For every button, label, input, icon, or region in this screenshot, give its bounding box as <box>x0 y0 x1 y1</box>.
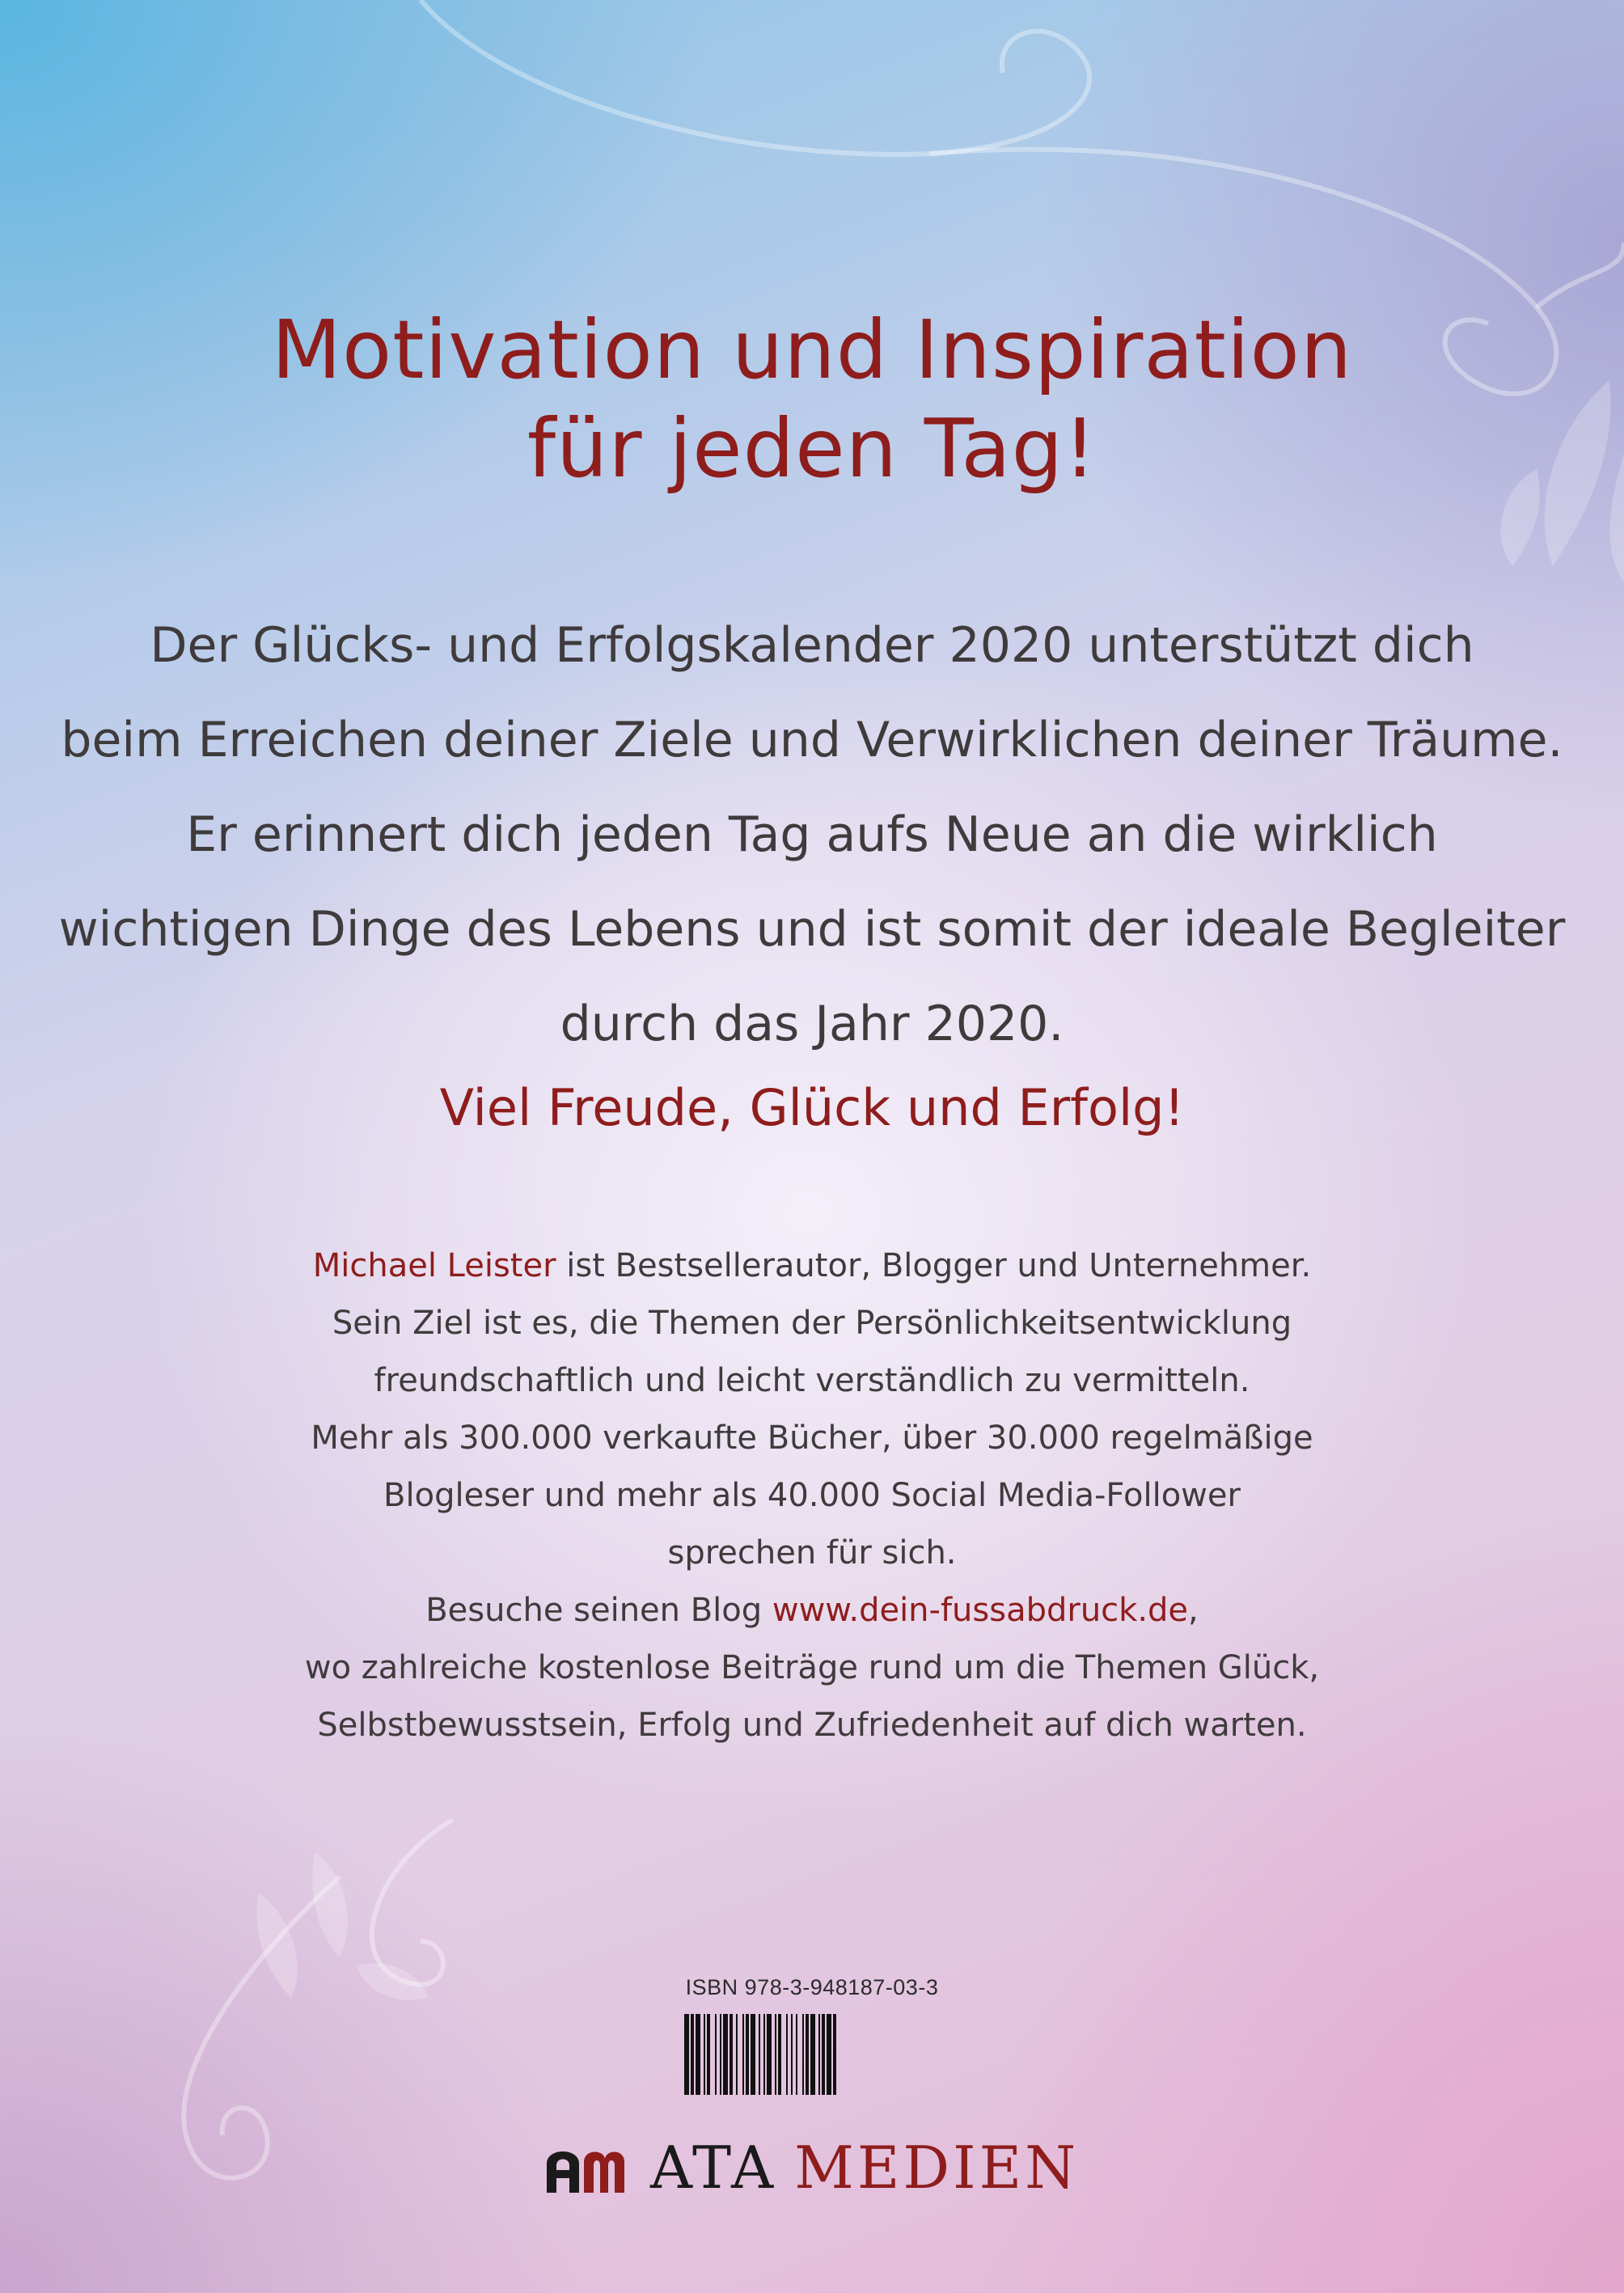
bio-line: freundschaftlich und leicht verständlich zu vermitteln. <box>374 1362 1250 1399</box>
bio-line <box>0 1582 1624 1639</box>
tagline: Viel Freude, Glück und Erfolg! <box>439 1078 1185 1137</box>
bio-line <box>0 1237 1624 1295</box>
publisher-name-ata: ATA <box>650 2134 777 2202</box>
description-line: wichtigen Dinge des Lebens und ist somit der ideale Begleiter <box>58 901 1566 958</box>
publisher-name-medien: MEDIEN <box>794 2134 1080 2202</box>
description-line: Er erinnert dich jeden Tag aufs Neue an die wirklich <box>186 806 1438 863</box>
bio-text: , <box>1188 1592 1199 1629</box>
bio-line: Mehr als 300.000 verkaufte Bücher, über 30.000 regelmäßige <box>311 1419 1313 1457</box>
publisher-logo <box>543 2135 1079 2200</box>
headline-line-2: für jeden Tag! <box>527 401 1097 496</box>
bio-line: Sein Ziel ist es, die Themen der Persönlichkeitsentwicklung <box>332 1305 1292 1342</box>
bio-line: wo zahlreiche kostenlose Beiträge rund um die Themen Glück, <box>304 1649 1320 1686</box>
headline-line-1: Motivation und Inspiration <box>271 302 1353 397</box>
isbn-label: ISBN 978-3-948187-03-3 <box>685 1975 939 1999</box>
blog-link[interactable]: www.dein-fussabdruck.de <box>772 1592 1189 1629</box>
bio-line: Blogleser und mehr als 40.000 Social Media-Follower <box>383 1477 1241 1514</box>
bio-text: Besuche seinen Blog <box>425 1592 772 1629</box>
description <box>0 599 1624 1072</box>
bio-text: ist Bestsellerautor, Blogger und Unternehmer. <box>556 1247 1312 1284</box>
description-line: beim Erreichen deiner Ziele und Verwirklichen deiner Träume. <box>61 712 1563 768</box>
bio-line: Selbstbewusstsein, Erfolg und Zufriedenheit auf dich warten. <box>317 1707 1307 1744</box>
bio-line: sprechen für sich. <box>667 1534 957 1572</box>
author-name: Michael Leister <box>312 1247 556 1284</box>
barcode-image <box>681 2014 948 2095</box>
publisher-logo-icon <box>543 2139 628 2196</box>
description-line: durch das Jahr 2020. <box>560 996 1064 1052</box>
author-bio <box>0 1237 1624 1754</box>
description-line: Der Glücks- und Erfolgskalender 2020 unterstützt dich <box>150 617 1474 674</box>
headline <box>0 301 1624 498</box>
